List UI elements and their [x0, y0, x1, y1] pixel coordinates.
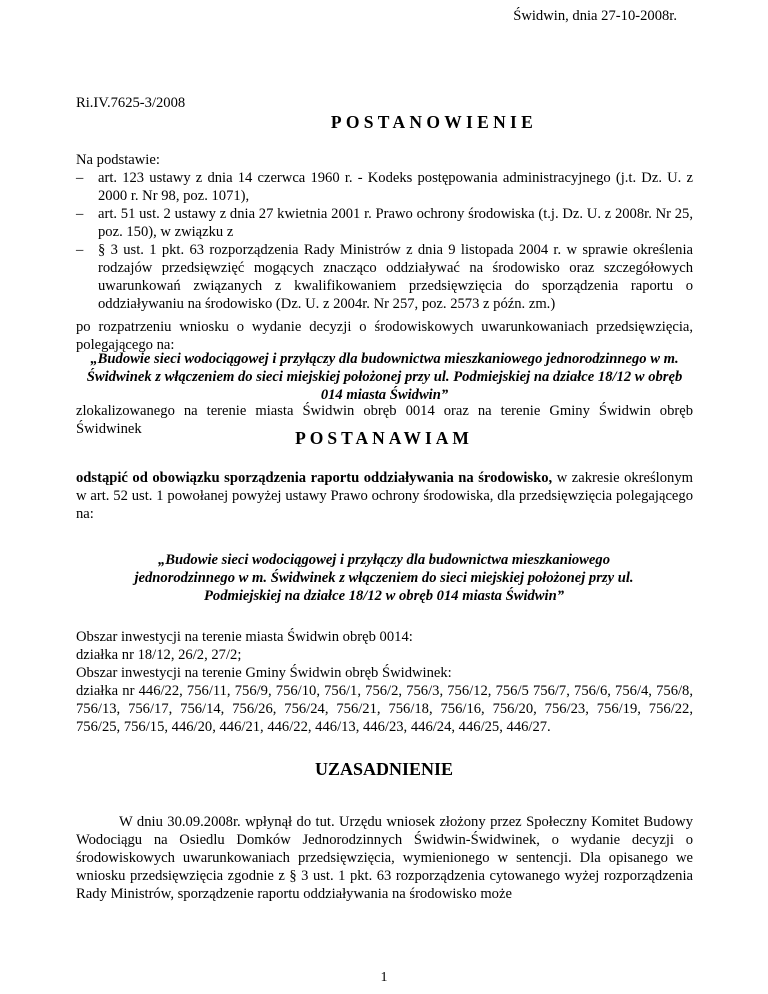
legal-basis-text: art. 51 ust. 2 ustawy z dnia 27 kwietnia 2001 r. Prawo ochrony środowiska (t.j. Dz. U. z 2008r. Nr 25, poz. 150), w związku z	[98, 206, 693, 240]
gmina-plots: działka nr 446/22, 756/11, 756/9, 756/10, 756/1, 756/2, 756/3, 756/12, 756/5 756/7, 756/6, 756/4, 756/8, 756/13, 756/17, 756/14, 756/26, 756/24, 756/21, 756/18, 756/16, 756/20, 756/23, 756/19, 756/22, 756/25, 756/15, 446/20, 446/21, 446/22, 446/13, 446/23, 446/24, 446/25, 446/27.	[76, 683, 693, 735]
legal-basis-list	[76, 169, 693, 313]
gmina-area-label: Obszar inwestycji na terenie Gminy Świdwin obręb Świdwinek:	[76, 665, 452, 681]
project-title-1: „Budowie sieci wodociągowej i przyłączy dla budownictwa mieszkaniowego jednorodzinnego w m. Świdwinek z włączeniem do sieci miejskiej położonej przy ul. Podmiejskiej na działce 18/12 w obręb 014 miasta Świdwin”	[86, 351, 683, 403]
justification-heading: UZASADNIENIE	[314, 759, 454, 779]
legal-basis-intro: Na podstawie:	[76, 152, 160, 168]
decision-heading: POSTANAWIAM	[295, 428, 473, 448]
dash-bullet: –	[76, 170, 84, 186]
dash-bullet: –	[76, 206, 84, 222]
city-area-label: Obszar inwestycji na terenie miasta Świdwin obręb 0014:	[76, 629, 413, 645]
document-title: POSTANOWIENIE	[330, 112, 538, 132]
legal-basis-item	[76, 241, 693, 313]
place-date: Świdwin, dnia 27-10-2008r.	[513, 8, 677, 24]
dash-bullet: –	[76, 242, 84, 258]
page-number: 1	[380, 970, 388, 985]
legal-basis-text: art. 123 ustawy z dnia 14 czerwca 1960 r. - Kodeks postępowania administracyjnego (j.t. Dz. U. z 2000 r. Nr 98, poz. 1071),	[98, 170, 693, 204]
justification-paragraph: W dniu 30.09.2008r. wpłynął do tut. Urzędu wniosek złożony przez Społeczny Komitet Budowy Wodociągu na Osiedlu Domków Jednorodzinnych Świdwin-Świdwinek, o wydanie decyzji o środowiskowych uwarunkowaniach przedsięwzięcia, wymienionego w sentencji. Dla opisanego we wniosku przedsięwzięcia zgodnie z § 3 ust. 1 pkt. 63 rozporządzenia cytowanego wyżej rozporządzenia Rady Ministrów, sporządzenie raportu oddziaływania na środowisko może	[76, 814, 693, 902]
decision-text	[76, 469, 693, 523]
reference-number: Ri.IV.7625-3/2008	[76, 95, 186, 111]
consideration-intro: po rozpatrzeniu wniosku o wydanie decyzji o środowiskowych uwarunkowaniach przedsięwzięcia, polegającego na:	[76, 319, 693, 353]
legal-basis-item	[76, 205, 693, 241]
legal-basis-text: § 3 ust. 1 pkt. 63 rozporządzenia Rady Ministrów z dnia 9 listopada 2004 r. w sprawie określenia rodzajów przedsięwzięć mogących znacząco oddziaływać na środowisko oraz szczegółowych uwarunkowań związanych z kwalifikowaniem przedsięwzięcia do sporządzenia raportu o oddziaływaniu na środowisko (Dz. U. z 2004r. Nr 257, poz. 2573 z późn. zm.)	[98, 242, 693, 312]
decision-rest: w zakresie określonym w art. 52 ust. 1 powołanej powyżej ustawy Prawo ochrony środowiska, dla przedsięwzięcia polegającego na:	[76, 470, 693, 522]
decision-bold: odstąpić od obowiązku sporządzenia raportu oddziaływania na środowisko,	[76, 470, 553, 486]
investment-area	[76, 628, 693, 736]
city-plots: działka nr 18/12, 26/2, 27/2;	[76, 647, 242, 663]
legal-basis	[76, 151, 693, 313]
legal-basis-item	[76, 169, 693, 205]
project-location: zlokalizowanego na terenie miasta Świdwin obręb 0014 oraz na terenie Gminy Świdwin obręb Świdwinek	[76, 403, 693, 437]
project-title-2: „Budowie sieci wodociągowej i przyłączy dla budownictwa mieszkaniowego jednorodzinnego w m. Świdwinek z włączeniem do sieci miejskiej położonej przy ul. Podmiejskiej na działce 18/12 w obręb 014 miasta Świdwin”	[134, 552, 634, 604]
